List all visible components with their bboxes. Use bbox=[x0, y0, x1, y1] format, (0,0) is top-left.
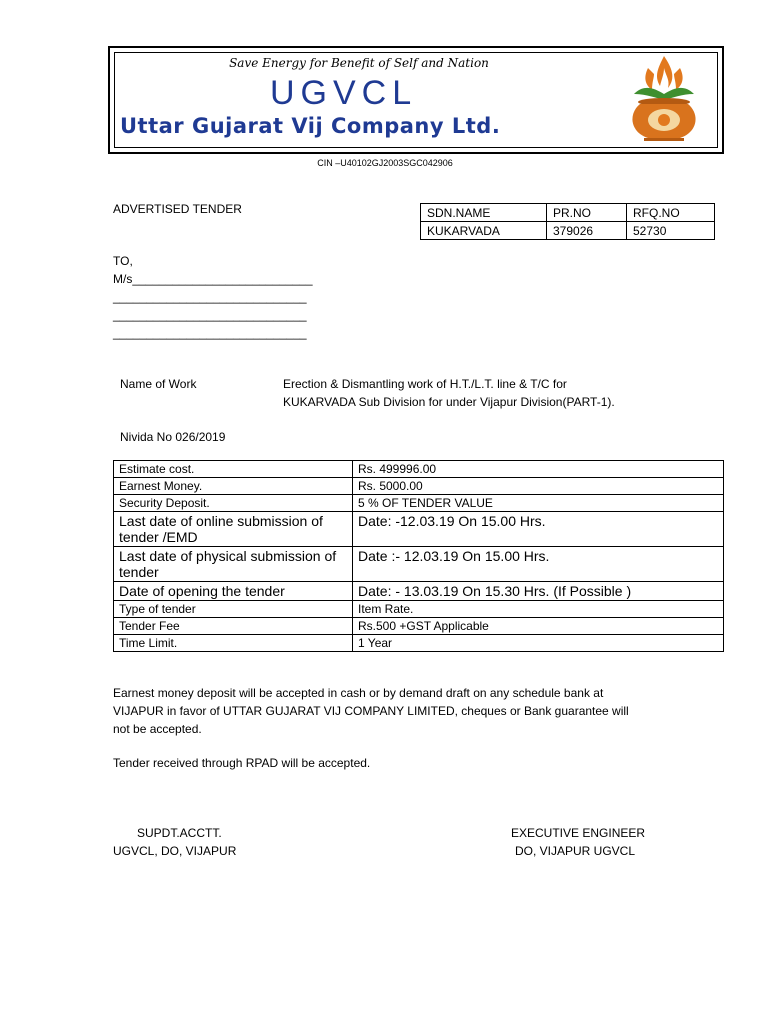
detail-value: Date :- 12.03.19 On 15.00 Hrs. bbox=[353, 547, 724, 582]
address-ms: M/s___________________________ bbox=[113, 272, 313, 286]
signatory-left-office: UGVCL, DO, VIJAPUR bbox=[113, 844, 237, 858]
detail-value: Rs.500 +GST Applicable bbox=[353, 618, 724, 635]
table-row bbox=[114, 512, 724, 547]
cin-number: CIN –U40102GJ2003SGC042906 bbox=[317, 158, 453, 168]
detail-value: Rs. 5000.00 bbox=[353, 478, 724, 495]
table-row bbox=[114, 547, 724, 582]
rfq-no-value: 52730 bbox=[627, 222, 715, 240]
letterhead bbox=[108, 46, 724, 154]
emd-note-line2: VIJAPUR in favor of UTTAR GUJARAT VIJ COMPANY LIMITED, cheques or Bank guarantee will bbox=[113, 704, 629, 718]
nivida-number: Nivida No 026/2019 bbox=[120, 430, 226, 444]
detail-label: Time Limit. bbox=[114, 635, 353, 652]
pr-no-value: 379026 bbox=[547, 222, 627, 240]
brand-logo-text: UGVCL bbox=[270, 74, 418, 112]
work-description-line1: Erection & Dismantling work of H.T./L.T. line & T/C for bbox=[283, 377, 567, 391]
rfq-no-header: RFQ.NO bbox=[627, 204, 715, 222]
detail-label: Earnest Money. bbox=[114, 478, 353, 495]
address-line: _____________________________ bbox=[113, 290, 307, 304]
detail-value: 1 Year bbox=[353, 635, 724, 652]
signatory-right-office: DO, VIJAPUR UGVCL bbox=[515, 844, 636, 858]
address-to: TO, bbox=[113, 254, 133, 268]
tender-details-table bbox=[113, 460, 724, 652]
table-row bbox=[421, 204, 715, 222]
detail-label: Last date of physical submission of tender bbox=[114, 547, 353, 582]
table-row bbox=[114, 635, 724, 652]
emd-note-line1: Earnest money deposit will be accepted in cash or by demand draft on any schedule bank at bbox=[113, 686, 604, 700]
table-row bbox=[114, 461, 724, 478]
detail-value: Rs. 499996.00 bbox=[353, 461, 724, 478]
document-title: ADVERTISED TENDER bbox=[113, 202, 242, 216]
detail-value: Date: - 13.03.19 On 15.30 Hrs. (If Possible ) bbox=[353, 582, 724, 601]
tender-id-table bbox=[420, 203, 715, 240]
detail-label: Last date of online submission of tender /EMD bbox=[114, 512, 353, 547]
detail-value: Date: -12.03.19 On 15.00 Hrs. bbox=[353, 512, 724, 547]
detail-label: Security Deposit. bbox=[114, 495, 353, 512]
table-row bbox=[114, 601, 724, 618]
detail-label: Tender Fee bbox=[114, 618, 353, 635]
pr-no-header: PR.NO bbox=[547, 204, 627, 222]
signatory-left-title: SUPDT.ACCTT. bbox=[137, 826, 222, 840]
slogan: Save Energy for Benefit of Self and Nation bbox=[229, 56, 489, 70]
detail-label: Type of tender bbox=[114, 601, 353, 618]
table-row bbox=[114, 495, 724, 512]
table-row bbox=[114, 478, 724, 495]
detail-label: Estimate cost. bbox=[114, 461, 353, 478]
work-label: Name of Work bbox=[120, 377, 197, 391]
signatory-right-title: EXECUTIVE ENGINEER bbox=[511, 826, 646, 840]
detail-value: 5 % OF TENDER VALUE bbox=[353, 495, 724, 512]
emd-note-line3: not be accepted. bbox=[113, 722, 202, 736]
table-row bbox=[421, 222, 715, 240]
sdn-name-value: KUKARVADA bbox=[421, 222, 547, 240]
work-description-line2: KUKARVADA Sub Division for under Vijapur Division(PART-1). bbox=[283, 395, 615, 409]
rpad-note: Tender received through RPAD will be accepted. bbox=[113, 756, 371, 770]
sdn-name-header: SDN.NAME bbox=[421, 204, 547, 222]
detail-label: Date of opening the tender bbox=[114, 582, 353, 601]
table-row bbox=[114, 618, 724, 635]
table-row bbox=[114, 582, 724, 601]
address-line: _____________________________ bbox=[113, 326, 307, 340]
detail-value: Item Rate. bbox=[353, 601, 724, 618]
address-line: _____________________________ bbox=[113, 308, 307, 322]
kalash-logo-icon bbox=[614, 54, 714, 146]
company-name: Uttar Gujarat Vij Company Ltd. bbox=[120, 114, 501, 138]
